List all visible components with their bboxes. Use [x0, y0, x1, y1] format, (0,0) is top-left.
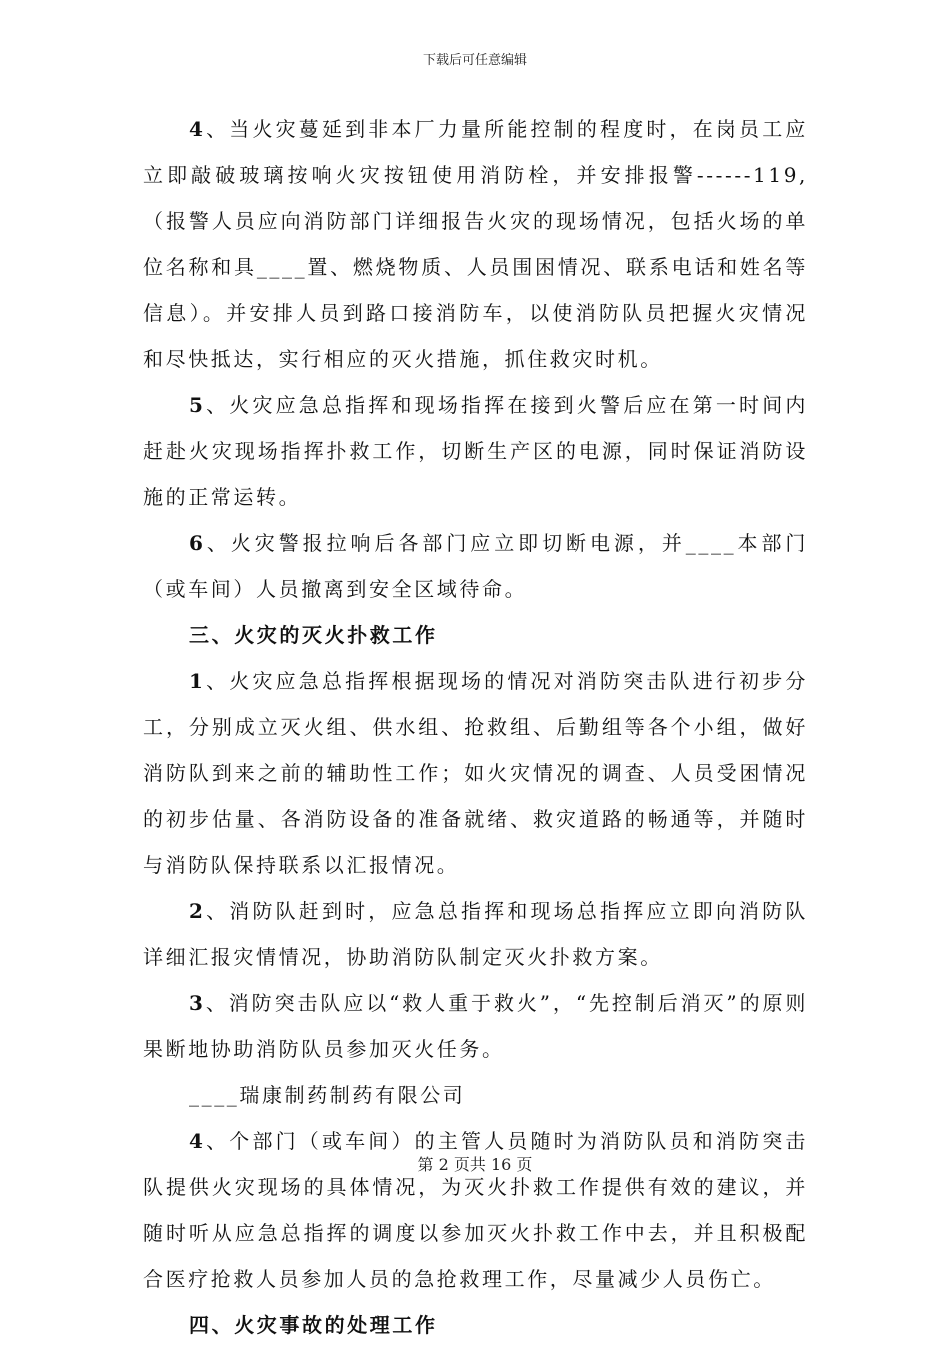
company-name-line: ____瑞康制药制药有限公司 [189, 1083, 466, 1107]
paragraph-item-4b [143, 1118, 808, 1302]
page-header: 下载后可任意编辑 [422, 53, 527, 68]
paragraph-item-2 [143, 888, 808, 980]
item-number: 2 [189, 899, 206, 923]
paragraph-text: 、个部门（或车间）的主管人员随时为消防队员和消防突击队提供火灾现场的具体情况，为灭火扑救工作提供有效的建议，并随时听从应急总指挥的调度以参加灭火扑救工作中去，并且积极配合医疗抢救人员参加人员的急抢救理工作，尽量减少人员伤亡。 [143, 1129, 808, 1291]
paragraph-text: 、火灾应急总指挥根据现场的情况对消防突击队进行初步分工，分别成立灭火组、供水组、抢救组、后勤组等各个小组，做好消防队到来之前的辅助性工作；如火灾情况的调查、人员受困情况的初步估量、各消防设备的准备就绪、救灾道路的畅通等，并随时与消防队保持联系以汇报情况。 [143, 669, 808, 877]
paragraph-item-3 [143, 980, 808, 1072]
page-footer: 第 2 页共 16 页 [417, 1155, 533, 1174]
paragraph-text: 、火灾警报拉响后各部门应立即切断电源，并____本部门（或车间）人员撤离到安全区域待命。 [143, 531, 808, 601]
item-number: 1 [189, 669, 206, 693]
item-number: 5 [189, 393, 206, 417]
paragraph-text: 、消防队赶到时，应急总指挥和现场总指挥应立即向消防队详细汇报灾情情况，协助消防队制定灭火扑救方案。 [143, 899, 808, 969]
section-heading-3: 三、火灾的灭火扑救工作 [189, 623, 438, 647]
paragraph-text: 、当火灾蔓延到非本厂力量所能控制的程度时，在岗员工应立即敲破玻璃按响火灾按钮使用消防栓，并安排报警------119,（报警人员应向消防部门详细报告火灾的现场情况，包括火场的单位名称和具____置、燃烧物质、人员围困情况、联系电话和姓名等信息）。并安排人员到路口接消防车，以使消防队员把握火灾情况和尽快抵达，实行相应的灭火措施，抓住救灾时机。 [143, 117, 808, 371]
paragraph-item-6 [143, 520, 808, 612]
item-number: 3 [189, 991, 206, 1015]
item-number: 6 [189, 531, 206, 555]
paragraph-text: 、火灾应急总指挥和现场指挥在接到火警后应在第一时间内赶赴火灾现场指挥扑救工作，切断生产区的电源，同时保证消防设施的正常运转。 [143, 393, 808, 509]
paragraph-item-5 [143, 382, 808, 520]
item-number: 4 [189, 1129, 206, 1153]
section-heading-4: 四、火灾事故的处理工作 [189, 1313, 438, 1337]
item-number: 4 [189, 117, 206, 141]
paragraph-item-4 [143, 106, 808, 382]
paragraph-item-1 [143, 658, 808, 888]
paragraph-text: 、消防突击队应以“救人重于救火”，“先控制后消灭”的原则果断地协助消防队员参加灭火任务。 [143, 991, 808, 1061]
